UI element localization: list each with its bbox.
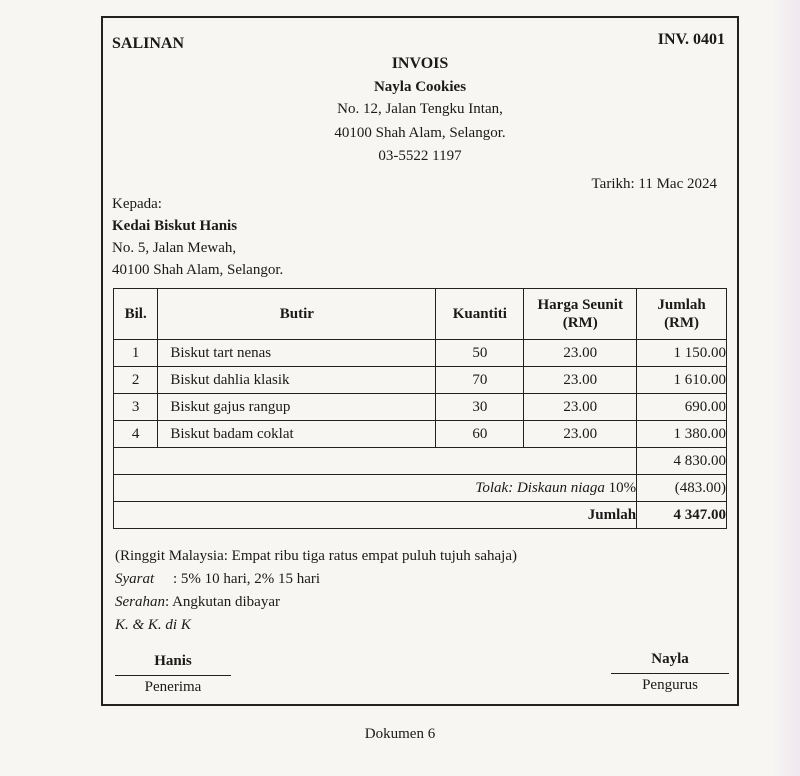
table-row (114, 340, 727, 367)
recipient-address-line1: No. 5, Jalan Mewah, (112, 240, 237, 256)
row-kuantiti: 50 (436, 340, 524, 367)
subtotal-label-cell (114, 448, 637, 475)
table-row (114, 421, 727, 448)
row-bil: 2 (114, 367, 158, 394)
row-jumlah: 690.00 (637, 394, 727, 421)
total-row (114, 502, 727, 529)
row-kuantiti: 60 (436, 421, 524, 448)
discount-row (114, 475, 727, 502)
company-address-line1: No. 12, Jalan Tengku Intan, (337, 101, 503, 117)
terms-value: : 5% 10 hari, 2% 15 hari (173, 571, 321, 587)
row-harga: 23.00 (524, 421, 637, 448)
recipient-name: Kedai Biskut Hanis (112, 218, 238, 234)
row-kuantiti: 30 (436, 394, 524, 421)
table-row (114, 394, 727, 421)
row-butir: Biskut badam coklat (158, 421, 436, 448)
header-jumlah-line2: (RM) (664, 315, 700, 331)
document-title: INVOIS (391, 55, 449, 72)
header-butir: Butir (158, 289, 436, 340)
terms-label: Syarat (115, 571, 155, 587)
total-amount: 4 347.00 (637, 502, 727, 529)
items-table (113, 288, 727, 529)
manager-name: Nayla (651, 651, 689, 667)
header-jumlah (637, 289, 727, 340)
receiver-role: Penerima (144, 679, 202, 695)
recipient-to-label: Kepada: (112, 196, 162, 212)
company-address-line2: 40100 Shah Alam, Selangor. (334, 125, 506, 141)
header-bil: Bil. (114, 289, 158, 340)
document-caption: Dokumen 6 (364, 726, 436, 742)
receiver-signature-line (115, 675, 231, 676)
header-harga-line2: (RM) (562, 315, 598, 331)
delivery-label: Serahan (115, 594, 165, 610)
row-harga: 23.00 (524, 394, 637, 421)
page-edge-shadow (772, 0, 800, 776)
row-jumlah: 1 150.00 (637, 340, 727, 367)
row-butir: Biskut dahlia klasik (158, 367, 436, 394)
header-kuantiti: Kuantiti (436, 289, 524, 340)
row-kuantiti: 70 (436, 367, 524, 394)
subtotal-row (114, 448, 727, 475)
delivery-value: : Angkutan dibayar (165, 594, 280, 610)
delivery-line (115, 594, 280, 611)
total-label: Jumlah (114, 502, 637, 529)
invoice-number: INV. 0401 (657, 31, 725, 48)
subtotal-amount: 4 830.00 (637, 448, 727, 475)
company-phone: 03-5522 1197 (378, 148, 462, 164)
header-harga-seunit (524, 289, 637, 340)
errors-omissions-note: K. & K. di K (115, 617, 191, 633)
header-harga-line1: Harga Seunit (537, 297, 623, 313)
discount-label-text: Tolak: Diskaun niaga (475, 479, 605, 496)
row-jumlah: 1 380.00 (637, 421, 727, 448)
row-harga: 23.00 (524, 367, 637, 394)
row-harga: 23.00 (524, 340, 637, 367)
row-bil: 4 (114, 421, 158, 448)
invoice-date: Tarikh: 11 Mac 2024 (591, 176, 717, 192)
receiver-name: Hanis (154, 653, 192, 669)
row-bil: 1 (114, 340, 158, 367)
row-bil: 3 (114, 394, 158, 421)
header-jumlah-line1: Jumlah (657, 297, 706, 313)
row-butir: Biskut gajus rangup (158, 394, 436, 421)
manager-signature-line (611, 673, 729, 674)
discount-amount: (483.00) (637, 475, 727, 502)
row-butir: Biskut tart nenas (158, 340, 436, 367)
table-header-row (114, 289, 727, 340)
table-row (114, 367, 727, 394)
discount-rate: 10% (604, 479, 637, 496)
amount-in-words: (Ringgit Malaysia: Empat ribu tiga ratus empat puluh tujuh sahaja) (115, 548, 517, 564)
terms-line (115, 571, 320, 588)
row-jumlah: 1 610.00 (637, 367, 727, 394)
recipient-address-line2: 40100 Shah Alam, Selangor. (112, 262, 284, 278)
invoice-document (101, 16, 739, 706)
manager-role: Pengurus (642, 677, 698, 693)
copy-label: SALINAN (112, 35, 185, 52)
company-name: Nayla Cookies (373, 79, 467, 95)
discount-label (114, 475, 637, 502)
